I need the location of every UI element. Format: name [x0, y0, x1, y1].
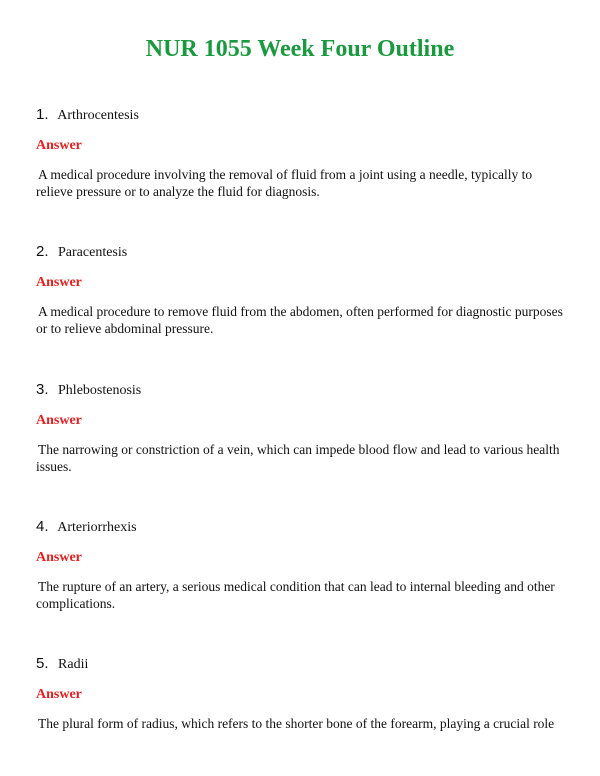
item-term: Arteriorrhexis: [57, 520, 137, 535]
item-term-row: [36, 518, 564, 537]
document-title: NUR 1055 Week Four Outline: [145, 36, 455, 62]
item-number: 2.: [36, 243, 49, 260]
item-number: 4.: [36, 518, 49, 535]
item-number: 5.: [36, 655, 49, 672]
item-term: Paracentesis: [58, 245, 128, 260]
outline-item: [36, 655, 564, 732]
answer-label: Answer: [36, 275, 82, 290]
answer-text: The rupture of an artery, a serious medical condition that can lead to internal bleeding and other complications.: [36, 579, 555, 611]
item-number: 3.: [36, 381, 49, 398]
item-term-row: [36, 655, 564, 674]
outline-item: [36, 381, 564, 475]
item-term-row: [36, 243, 564, 262]
answer-label: Answer: [36, 413, 82, 428]
item-term: Radii: [58, 657, 89, 672]
item-term-row: [36, 381, 564, 400]
answer-label: Answer: [36, 687, 82, 702]
item-number: 1.: [36, 106, 49, 123]
outline-item: [36, 106, 564, 200]
answer-text: The narrowing or constriction of a vein, which can impede blood flow and lead to various health issues.: [36, 442, 560, 474]
item-term: Arthrocentesis: [57, 108, 139, 123]
answer-text: A medical procedure involving the removal of fluid from a joint using a needle, typically to relieve pressure or to analyze the fluid for diagnosis.: [36, 167, 533, 199]
answer-text: The plural form of radius, which refers to the shorter bone of the forearm, playing a crucial role: [38, 716, 555, 731]
answer-label: Answer: [36, 138, 82, 153]
answer-label: Answer: [36, 550, 82, 565]
item-term: Phlebostenosis: [58, 383, 142, 398]
outline-item: [36, 243, 564, 337]
item-term-row: [36, 106, 564, 125]
outline-item: [36, 518, 564, 612]
answer-text: A medical procedure to remove fluid from the abdomen, often performed for diagnostic purposes or to relieve abdominal pressure.: [36, 304, 563, 336]
